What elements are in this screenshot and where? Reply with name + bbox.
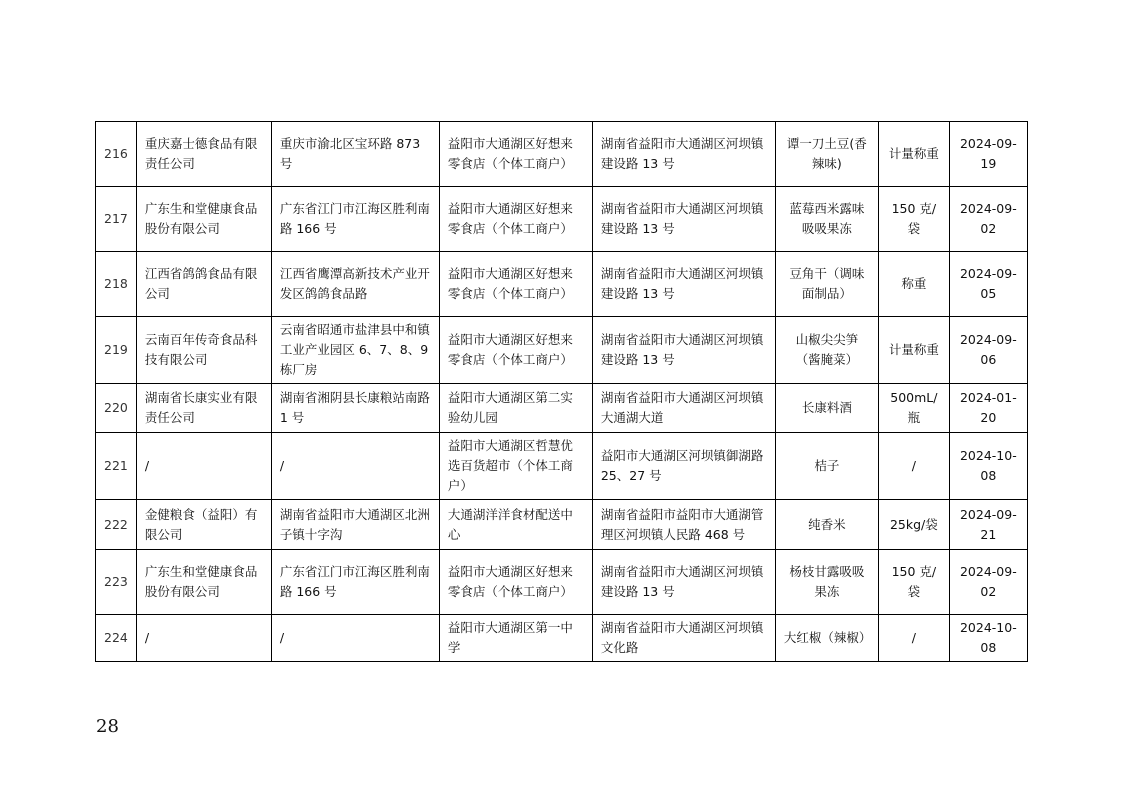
producer-name-cell: 云南百年传奇食品科技有限公司: [136, 317, 271, 384]
table-row: [96, 317, 1028, 384]
specification-cell: 称重: [878, 252, 949, 317]
sampled-store-address-cell: 湖南省益阳市大通湖区河坝镇建设路 13 号: [592, 317, 775, 384]
producer-address-cell: 江西省鹰潭高新技术产业开发区鸽鸽食品路: [271, 252, 439, 317]
production-date-cell: 2024-09-19: [949, 122, 1027, 187]
food-name-cell: 谭一刀土豆(香辣味): [775, 122, 878, 187]
producer-name-cell: 湖南省长康实业有限责任公司: [136, 384, 271, 433]
row-number: 222: [96, 500, 137, 550]
producer-name-cell: /: [136, 433, 271, 500]
sampling-results-table: [95, 121, 1028, 662]
sampled-store-address-cell: 湖南省益阳市大通湖区河坝镇建设路 13 号: [592, 122, 775, 187]
row-number: 216: [96, 122, 137, 187]
producer-name-cell: 江西省鸽鸽食品有限公司: [136, 252, 271, 317]
food-name-cell: 豆角干（调味面制品）: [775, 252, 878, 317]
specification-cell: /: [878, 433, 949, 500]
sampled-store-name-cell: 益阳市大通湖区好想来零食店（个体工商户）: [439, 317, 592, 384]
producer-address-cell: 重庆市渝北区宝环路 873 号: [271, 122, 439, 187]
specification-cell: 25kg/袋: [878, 500, 949, 550]
sampled-store-name-cell: 益阳市大通湖区哲慧优选百货超市（个体工商户）: [439, 433, 592, 500]
food-name-cell: 蓝莓西米露味吸吸果冻: [775, 187, 878, 252]
row-number: 218: [96, 252, 137, 317]
table-row: [96, 550, 1028, 615]
sampled-store-name-cell: 益阳市大通湖区好想来零食店（个体工商户）: [439, 252, 592, 317]
production-date-cell: 2024-09-05: [949, 252, 1027, 317]
production-date-cell: 2024-09-02: [949, 187, 1027, 252]
sampled-store-address-cell: 湖南省益阳市益阳市大通湖管理区河坝镇人民路 468 号: [592, 500, 775, 550]
food-name-cell: 纯香米: [775, 500, 878, 550]
table-row: [96, 615, 1028, 662]
producer-address-cell: 湖南省湘阴县长康粮站南路 1 号: [271, 384, 439, 433]
row-number: 220: [96, 384, 137, 433]
row-number: 223: [96, 550, 137, 615]
sampled-store-address-cell: 益阳市大通湖区河坝镇御湖路 25、27 号: [592, 433, 775, 500]
food-name-cell: 大红椒（辣椒）: [775, 615, 878, 662]
table-row: [96, 122, 1028, 187]
table-row: [96, 187, 1028, 252]
production-date-cell: 2024-10-08: [949, 433, 1027, 500]
production-date-cell: 2024-09-21: [949, 500, 1027, 550]
sampled-store-name-cell: 益阳市大通湖区好想来零食店（个体工商户）: [439, 187, 592, 252]
table-row: [96, 252, 1028, 317]
row-number: 219: [96, 317, 137, 384]
food-name-cell: 桔子: [775, 433, 878, 500]
food-name-cell: 长康料酒: [775, 384, 878, 433]
table-row: [96, 433, 1028, 500]
production-date-cell: 2024-09-02: [949, 550, 1027, 615]
specification-cell: 计量称重: [878, 122, 949, 187]
producer-name-cell: 重庆嘉士德食品有限责任公司: [136, 122, 271, 187]
specification-cell: /: [878, 615, 949, 662]
sampled-store-name-cell: 益阳市大通湖区第二实验幼儿园: [439, 384, 592, 433]
row-number: 221: [96, 433, 137, 500]
producer-name-cell: /: [136, 615, 271, 662]
sampled-store-name-cell: 大通湖洋洋食材配送中心: [439, 500, 592, 550]
specification-cell: 计量称重: [878, 317, 949, 384]
specification-cell: 500mL/瓶: [878, 384, 949, 433]
table-row: [96, 500, 1028, 550]
production-date-cell: 2024-01-20: [949, 384, 1027, 433]
sampled-store-name-cell: 益阳市大通湖区好想来零食店（个体工商户）: [439, 122, 592, 187]
food-name-cell: 山椒尖尖笋（酱腌菜）: [775, 317, 878, 384]
producer-name-cell: 广东生和堂健康食品股份有限公司: [136, 187, 271, 252]
sampled-store-address-cell: 湖南省益阳市大通湖区河坝镇建设路 13 号: [592, 550, 775, 615]
sampled-store-address-cell: 湖南省益阳市大通湖区河坝镇大通湖大道: [592, 384, 775, 433]
page-number: 28: [96, 716, 119, 737]
table-body: [96, 122, 1028, 662]
producer-name-cell: 广东生和堂健康食品股份有限公司: [136, 550, 271, 615]
sampled-store-name-cell: 益阳市大通湖区第一中学: [439, 615, 592, 662]
sampled-store-address-cell: 湖南省益阳市大通湖区河坝镇文化路: [592, 615, 775, 662]
producer-address-cell: 云南省昭通市盐津县中和镇工业产业园区 6、7、8、9 栋厂房: [271, 317, 439, 384]
producer-address-cell: /: [271, 433, 439, 500]
sampled-store-name-cell: 益阳市大通湖区好想来零食店（个体工商户）: [439, 550, 592, 615]
producer-address-cell: 广东省江门市江海区胜利南路 166 号: [271, 550, 439, 615]
specification-cell: 150 克/袋: [878, 550, 949, 615]
row-number: 224: [96, 615, 137, 662]
production-date-cell: 2024-09-06: [949, 317, 1027, 384]
producer-address-cell: /: [271, 615, 439, 662]
producer-name-cell: 金健粮食（益阳）有限公司: [136, 500, 271, 550]
food-name-cell: 杨枝甘露吸吸果冻: [775, 550, 878, 615]
producer-address-cell: 湖南省益阳市大通湖区北洲子镇十字沟: [271, 500, 439, 550]
production-date-cell: 2024-10-08: [949, 615, 1027, 662]
sampled-store-address-cell: 湖南省益阳市大通湖区河坝镇建设路 13 号: [592, 252, 775, 317]
table-row: [96, 384, 1028, 433]
producer-address-cell: 广东省江门市江海区胜利南路 166 号: [271, 187, 439, 252]
sampled-store-address-cell: 湖南省益阳市大通湖区河坝镇建设路 13 号: [592, 187, 775, 252]
row-number: 217: [96, 187, 137, 252]
specification-cell: 150 克/袋: [878, 187, 949, 252]
